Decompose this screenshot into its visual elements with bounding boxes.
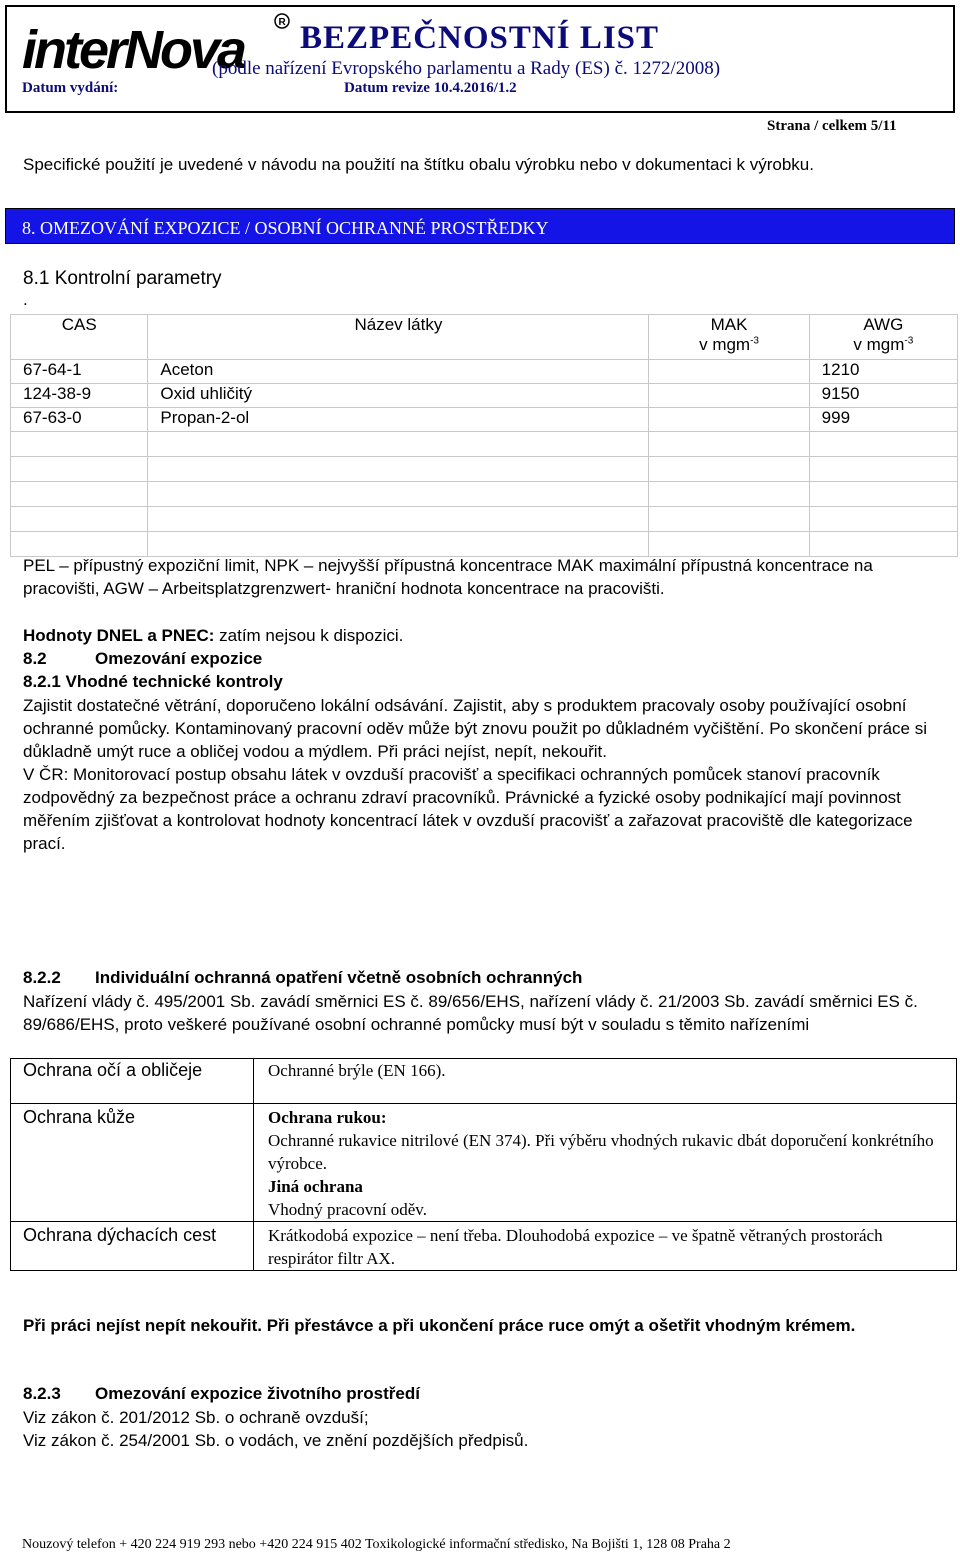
cas-cell: 67-63-0 — [11, 408, 148, 432]
environment-heading: 8.2.3 Omezování expozice životního prostředí — [23, 1384, 420, 1403]
issue-date-label: Datum vydání: — [22, 80, 119, 96]
legend-text: PEL – přípustný expoziční limit, NPK – nejvyšší přípustná koncentrace MAK maximální přípustná koncentrace na pracovišti, AGW – Arbeitsplatzgrenzwert- hraniční hodnota koncentrace na pracovišti. — [23, 556, 873, 598]
protection-table — [10, 1058, 957, 1271]
table-row — [11, 1222, 957, 1271]
stray-dot: . — [23, 290, 28, 309]
section-title: 8. OMEZOVÁNÍ EXPOZICE / OSOBNÍ OCHRANNÉ PROSTŘEDKY — [22, 218, 549, 238]
document-title: BEZPEČNOSTNÍ LIST — [300, 20, 660, 56]
other-title: Jiná ochrana — [268, 1177, 363, 1196]
regulation-text: Nařízení vlády č. 495/2001 Sb. zavádí směrnici ES č. 89/656/EHS, nařízení vlády č. 21/2003 Sb. zavádí směrnici ES č. 89/686/EHS, proto veškeré používané osobní ochranné pomůcky musí být v souladu s těmito nařízeními — [23, 992, 918, 1034]
mak-cell — [649, 360, 809, 384]
dnel-line — [23, 624, 403, 647]
table-row — [11, 360, 958, 384]
table-row — [11, 408, 958, 432]
respiratory-value: Krátkodobá expozice – není třeba. Dlouhodobá expozice – ve špatně větraných prostorách respirátor filtr AX. — [254, 1222, 957, 1271]
dnel-label: Hodnoty DNEL a PNEC: — [23, 626, 215, 645]
mak-cell — [649, 408, 809, 432]
respiratory-label: Ochrana dýchacích cest — [11, 1222, 254, 1271]
svg-text:R: R — [278, 17, 286, 28]
empty-row — [11, 432, 958, 457]
empty-row — [11, 482, 958, 507]
technical-controls-heading: 8.2.1 Vhodné technické kontroly — [23, 672, 283, 691]
empty-row — [11, 532, 958, 557]
exposure-controls-heading: 8.2 Omezování expozice — [23, 649, 263, 668]
skin-value — [254, 1104, 957, 1222]
name-cell: Aceton — [148, 360, 649, 384]
document-subtitle: (podle nařízení Evropského parlamentu a Rady (ES) č. 1272/2008) — [212, 58, 721, 79]
table-row — [11, 1104, 957, 1222]
environment-law-2: Viz zákon č. 254/2001 Sb. o vodách, ve znění pozdějších předpisů. — [23, 1431, 529, 1450]
skin-label: Ochrana kůže — [11, 1104, 254, 1222]
col-mak: MAK v mgm$^{-3}$ — [649, 315, 809, 360]
eyes-value: Ochranné brýle (EN 166). — [254, 1059, 957, 1104]
work-note: Při práci nejíst nepít nekouřit. Při přestávce a při ukončení práce ruce omýt a ošetřit vhodným krémem. — [23, 1316, 856, 1335]
other-value: Vhodný pracovní oděv. — [268, 1200, 427, 1219]
technical-controls-text: Zajistit dostatečné větrání, doporučeno lokální odsávání. Zajistit, aby s produktem pracovaly osoby používající osobní ochranné pomůcky. Kontaminovaný pracovní oděv může být znovu použit po důkladném vyčištění. Po skončení práce si důkladně umýt ruce a obličej vodou a mýdlem. Při práci nejíst, nepít, nekouřit. V ČR: Monitorovací postup obsahu látek v ovzduší pracovišť a specifikaci ochranných pomůcek stanoví pracovník zodpovědný za bezpečnost práce a ochranu zdraví pracovníků. Právnické a fyzické osoby podnikající mají povinnost měřením zjišťovat a kontrolovat hodnoty koncentrací látek v ovzduší pracovišť a zařazovat pracoviště dle kategorizace prací. — [23, 696, 928, 853]
awg-cell: 1210 — [809, 360, 957, 384]
control-params-heading: 8.1 Kontrolní parametry — [23, 268, 222, 289]
awg-cell: 9150 — [809, 384, 957, 408]
table-row — [11, 1059, 957, 1104]
name-cell: Propan-2-ol — [148, 408, 649, 432]
footer-emergency-contact: Nouzový telefon + 420 224 919 293 nebo +420 224 915 402 Toxikologické informační středisko, Na Bojišti 1, 128 08 Praha 2 — [22, 1537, 731, 1552]
environment-text — [23, 1406, 528, 1452]
individual-protection-heading: 8.2.2 Individuální ochranná opatření včetně osobních ochranných — [23, 968, 583, 987]
environment-law-1: Viz zákon č. 201/2012 Sb. o ochraně ovzduší; — [23, 1408, 369, 1427]
table-row — [11, 384, 958, 408]
table-header-row — [11, 315, 958, 360]
name-cell: Oxid uhličitý — [148, 384, 649, 408]
eyes-label: Ochrana očí a obličeje — [11, 1059, 254, 1104]
empty-row — [11, 457, 958, 482]
logo-text: interNova — [22, 20, 245, 74]
limits-table — [10, 314, 958, 557]
hands-value: Ochranné rukavice nitrilové (EN 374). Při výběru vhodných rukavic dbát doporučení konkrétního výrobce. — [268, 1131, 934, 1173]
cas-cell: 124-38-9 — [11, 384, 148, 408]
col-name: Název látky — [148, 315, 649, 360]
dnel-value: zatím nejsou k dispozici. — [214, 626, 404, 645]
col-awg: AWG v mgm$^{-3}$ — [809, 315, 957, 360]
mak-cell — [649, 384, 809, 408]
page-number: Strana / celkem 5/11 — [767, 118, 897, 134]
awg-cell: 999 — [809, 408, 957, 432]
intro-text: Specifické použití je uvedené v návodu na použití na štítku obalu výrobku nebo v dokumentaci k výrobku. — [23, 155, 814, 174]
col-cas: CAS — [11, 315, 148, 360]
hands-title: Ochrana rukou: — [268, 1108, 387, 1127]
empty-row — [11, 507, 958, 532]
cas-cell: 67-64-1 — [11, 360, 148, 384]
revision-date: Datum revize 10.4.2016/1.2 — [344, 80, 517, 96]
